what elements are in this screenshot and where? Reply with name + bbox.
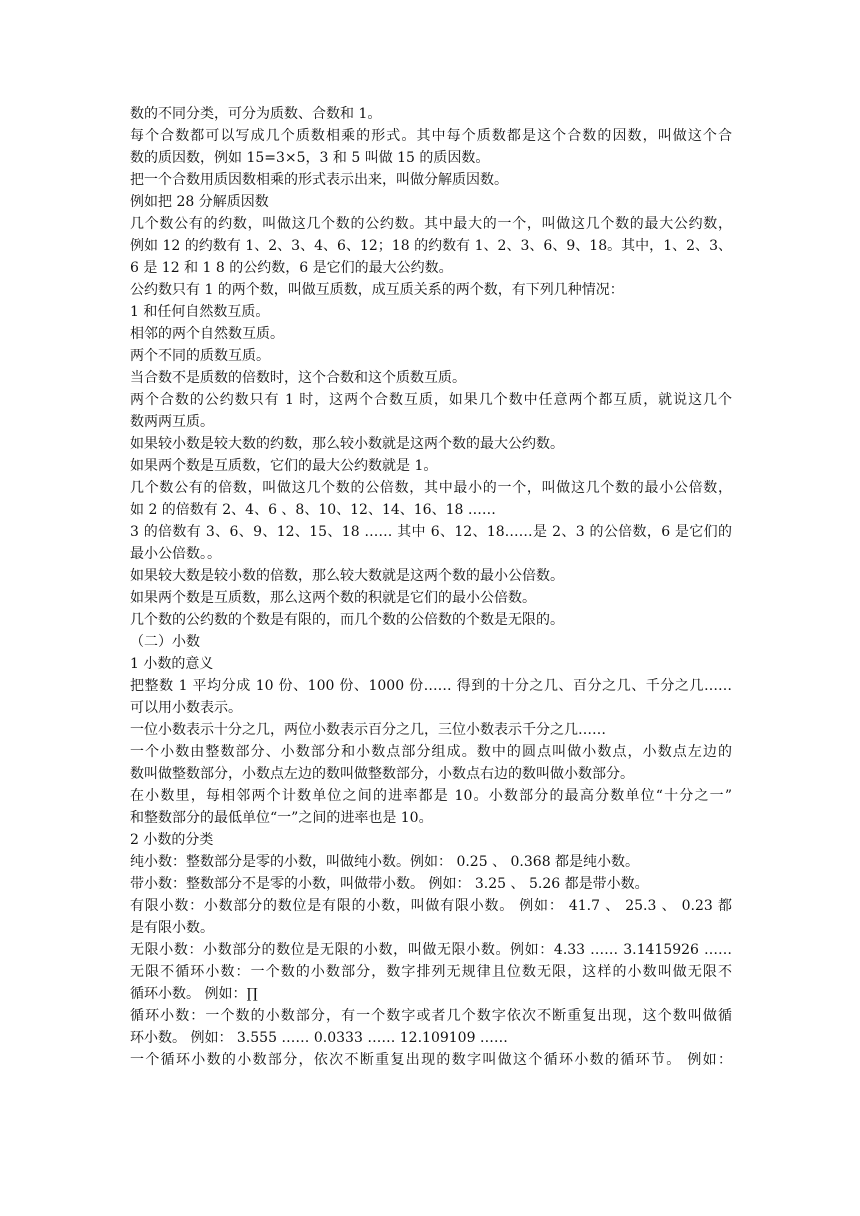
section-heading: （二）小数 (130, 634, 200, 650)
document-body (130, 103, 732, 1071)
text-line: 两个不同的质数互质。 (130, 348, 270, 364)
text-line: 如 2 的倍数有 2、4、6 、8、10、12、14、16、18 …… (130, 502, 496, 518)
subsection-heading: 2 小数的分类 (130, 832, 214, 848)
text-line: 环小数。 例如： 3.555 …… 0.0333 …… 12.109109 …… (130, 1030, 508, 1046)
text-line: 例如把 28 分解质因数 (130, 194, 269, 210)
text-line: 在小数里，每相邻两个计数单位之间的进率都是 10。小数部分的最高分数单位“十分之一” (130, 788, 732, 804)
text-line: 几个数的公约数的个数是有限的，而几个数的公倍数的个数是无限的。 (130, 612, 564, 628)
text-line: 数叫做整数部分，小数点左边的数叫做整数部分，小数点右边的数叫做小数部分。 (130, 766, 634, 782)
text-line: 数两两互质。 (130, 414, 214, 430)
text-line: 最小公倍数。。 (130, 546, 221, 562)
text-line: 当合数不是质数的倍数时，这个合数和这个质数互质。 (130, 370, 466, 386)
text-line: 循环小数：一个数的小数部分，有一个数字或者几个数字依次不断重复出现，这个数叫做循 (130, 1008, 732, 1024)
text-line: 无限不循环小数：一个数的小数部分，数字排列无规律且位数无限，这样的小数叫做无限不 (130, 964, 732, 980)
text-line: 相邻的两个自然数互质。 (130, 326, 284, 342)
text-line: 和整数部分的最低单位“一”之间的进率也是 10。 (130, 810, 433, 826)
text-line: 一位小数表示十分之几，两位小数表示百分之几，三位小数表示千分之几…… (130, 722, 606, 738)
text-line: 数的质因数，例如 15=3×5，3 和 5 叫做 15 的质因数。 (130, 150, 490, 166)
text-line: 把一个合数用质因数相乘的形式表示出来，叫做分解质因数。 (130, 172, 508, 188)
text-line: 带小数：整数部分不是零的小数，叫做带小数。 例如： 3.25 、 5.26 都是带小数。 (130, 876, 649, 892)
text-line: 是有限小数。 (130, 920, 214, 936)
text-line: 两个合数的公约数只有 1 时，这两个合数互质，如果几个数中任意两个都互质，就说这几个 (130, 392, 732, 408)
text-line: 如果较小数是较大数的约数，那么较小数就是这两个数的最大公约数。 (130, 436, 564, 452)
text-line: 如果两个数是互质数，它们的最大公约数就是 1。 (130, 458, 438, 474)
text-line: 如果较大数是较小数的倍数，那么较大数就是这两个数的最小公倍数。 (130, 568, 564, 584)
text-line: 6 是 12 和 1 8 的公约数，6 是它们的最大公约数。 (130, 260, 453, 276)
text-line: 例如 12 的约数有 1、2、3、4、6、12；18 的约数有 1、2、3、6、9、18。其中，1、2、3、 (130, 238, 732, 254)
text-line: 纯小数：整数部分是零的小数，叫做纯小数。例如： 0.25 、 0.368 都是纯小数。 (130, 854, 640, 870)
text-line: 3 的倍数有 3、6、9、12、15、18 …… 其中 6、12、18……是 2、3 的公倍数，6 是它们的 (130, 524, 732, 540)
text-line: 几个数公有的倍数，叫做这几个数的公倍数，其中最小的一个，叫做这几个数的最小公倍数， (130, 480, 732, 496)
text-line: 数的不同分类，可分为质数、合数和 1。 (130, 106, 382, 122)
text-line: 把整数 1 平均分成 10 份、100 份、1000 份…… 得到的十分之几、百分之几、千分之几…… (130, 678, 732, 694)
text-line: 可以用小数表示。 (130, 700, 242, 716)
text-line: 如果两个数是互质数，那么这两个数的积就是它们的最小公倍数。 (130, 590, 536, 606)
text-line: 有限小数：小数部分的数位是有限的小数，叫做有限小数。 例如： 41.7 、 25.3 、 0.23 都 (130, 898, 732, 914)
text-line: 一个循环小数的小数部分，依次不断重复出现的数字叫做这个循环小数的循环节。 例如： (130, 1052, 732, 1068)
text-line: 无限小数：小数部分的数位是无限的小数，叫做无限小数。例如：4.33 …… 3.1415926 …… (130, 942, 732, 958)
text-line: 公约数只有 1 的两个数，叫做互质数，成互质关系的两个数，有下列几种情况： (130, 282, 624, 298)
text-line: 一个小数由整数部分、小数部分和小数点部分组成。数中的圆点叫做小数点，小数点左边的 (130, 744, 732, 760)
text-line: 每个合数都可以写成几个质数相乘的形式。其中每个质数都是这个合数的因数，叫做这个合 (130, 128, 732, 144)
subsection-heading: 1 小数的意义 (130, 656, 214, 672)
text-line: 几个数公有的约数，叫做这几个数的公约数。其中最大的一个，叫做这几个数的最大公约数， (130, 216, 732, 232)
text-line: 1 和任何自然数互质。 (130, 304, 270, 320)
text-line: 循环小数。 例如：∏ (130, 986, 258, 1002)
